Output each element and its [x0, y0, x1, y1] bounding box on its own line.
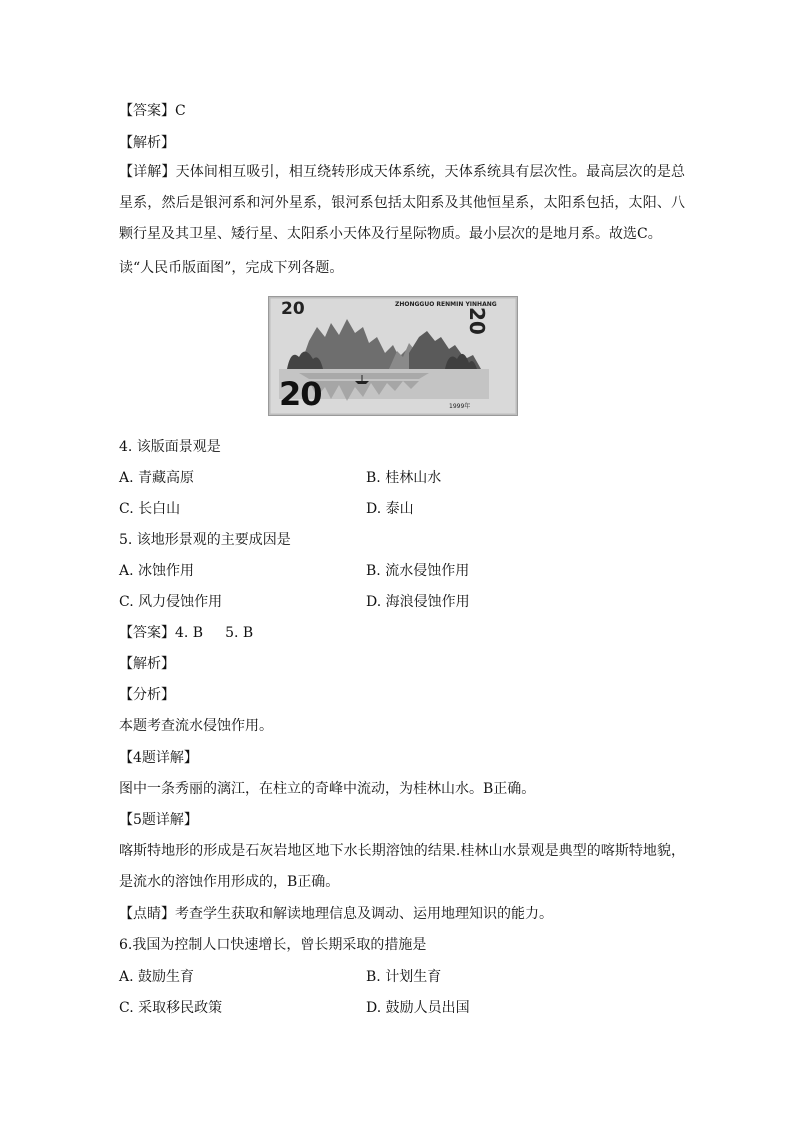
q5-option-d: D. 海浪侵蚀作用	[366, 594, 470, 610]
q6-option-b: B. 计划生育	[366, 969, 442, 985]
denomination-top-left: 20	[281, 299, 305, 319]
q5-detail-text: 喀斯特地形的形成是石灰岩地区地下水长期溶蚀的结果.桂林山水景观是典型的喀斯特地貌，是流水的溶蚀作用形成的，B正确。	[119, 843, 685, 890]
answers-label: 【答案】	[119, 625, 175, 641]
analysis-label: 【解析】	[119, 656, 175, 672]
q4-option-c: C. 长白山	[119, 501, 181, 517]
bank-name: ZHONGGUO RENMIN YINHANG	[395, 301, 497, 308]
banknote-year: 1999年	[449, 403, 471, 410]
answers-line	[119, 623, 253, 643]
q3-answer: 【答案】C	[119, 103, 186, 119]
q5-stem: 5. 该地形景观的主要成因是	[119, 532, 291, 548]
q4-option-d: D. 泰山	[366, 501, 414, 517]
denomination-bottom-left: 20	[279, 375, 322, 413]
q4-option-b: B. 桂林山水	[366, 470, 442, 486]
q6-stem: 6.我国为控制人口快速增长，曾长期采取的措施是	[119, 937, 427, 953]
fenxi-text: 本题考查流水侵蚀作用。	[119, 718, 273, 734]
dianjing-text: 【点睛】考查学生获取和解读地理信息及调动、运用地理知识的能力。	[119, 906, 553, 922]
intro-text: 读“人民币版面图”，完成下列各题。	[119, 260, 344, 276]
q5-option-c: C. 风力侵蚀作用	[119, 594, 223, 610]
q5-option-b: B. 流水侵蚀作用	[366, 563, 470, 579]
q5-option-a: A. 冰蚀作用	[119, 563, 195, 579]
q5-detail-label: 【5题详解】	[119, 812, 198, 828]
answer-4: 4. B	[175, 625, 204, 641]
denomination-right-vertical: 20	[465, 307, 489, 335]
q6-option-d: D. 鼓励人员出国	[366, 1000, 470, 1016]
q4-option-a: A. 青藏高原	[119, 470, 195, 486]
q4-detail-label: 【4题详解】	[119, 750, 198, 766]
banknote-image	[268, 296, 518, 416]
q4-stem: 4. 该版面景观是	[119, 439, 221, 455]
q4-detail-text: 图中一条秀丽的漓江，在柱立的奇峰中流动，为桂林山水。B正确。	[119, 781, 536, 797]
q6-option-c: C. 采取移民政策	[119, 1000, 223, 1016]
q6-option-a: A. 鼓励生育	[119, 969, 195, 985]
answer-5: 5. B	[225, 625, 254, 641]
q3-analysis-label: 【解析】	[119, 135, 175, 151]
q3-detail: 【详解】天体间相互吸引，相互绕转形成天体系统，天体系统具有层次性。最高层次的是总星系，然后是银河系和河外星系，银河系包括太阳系及其他恒星系，太阳系包括，太阳、八颗行星及其卫星、矮行星、太阳系小天体及行星际物质。最小层次的是地月系。故选C。	[119, 164, 685, 242]
fenxi-label: 【分析】	[119, 687, 175, 703]
